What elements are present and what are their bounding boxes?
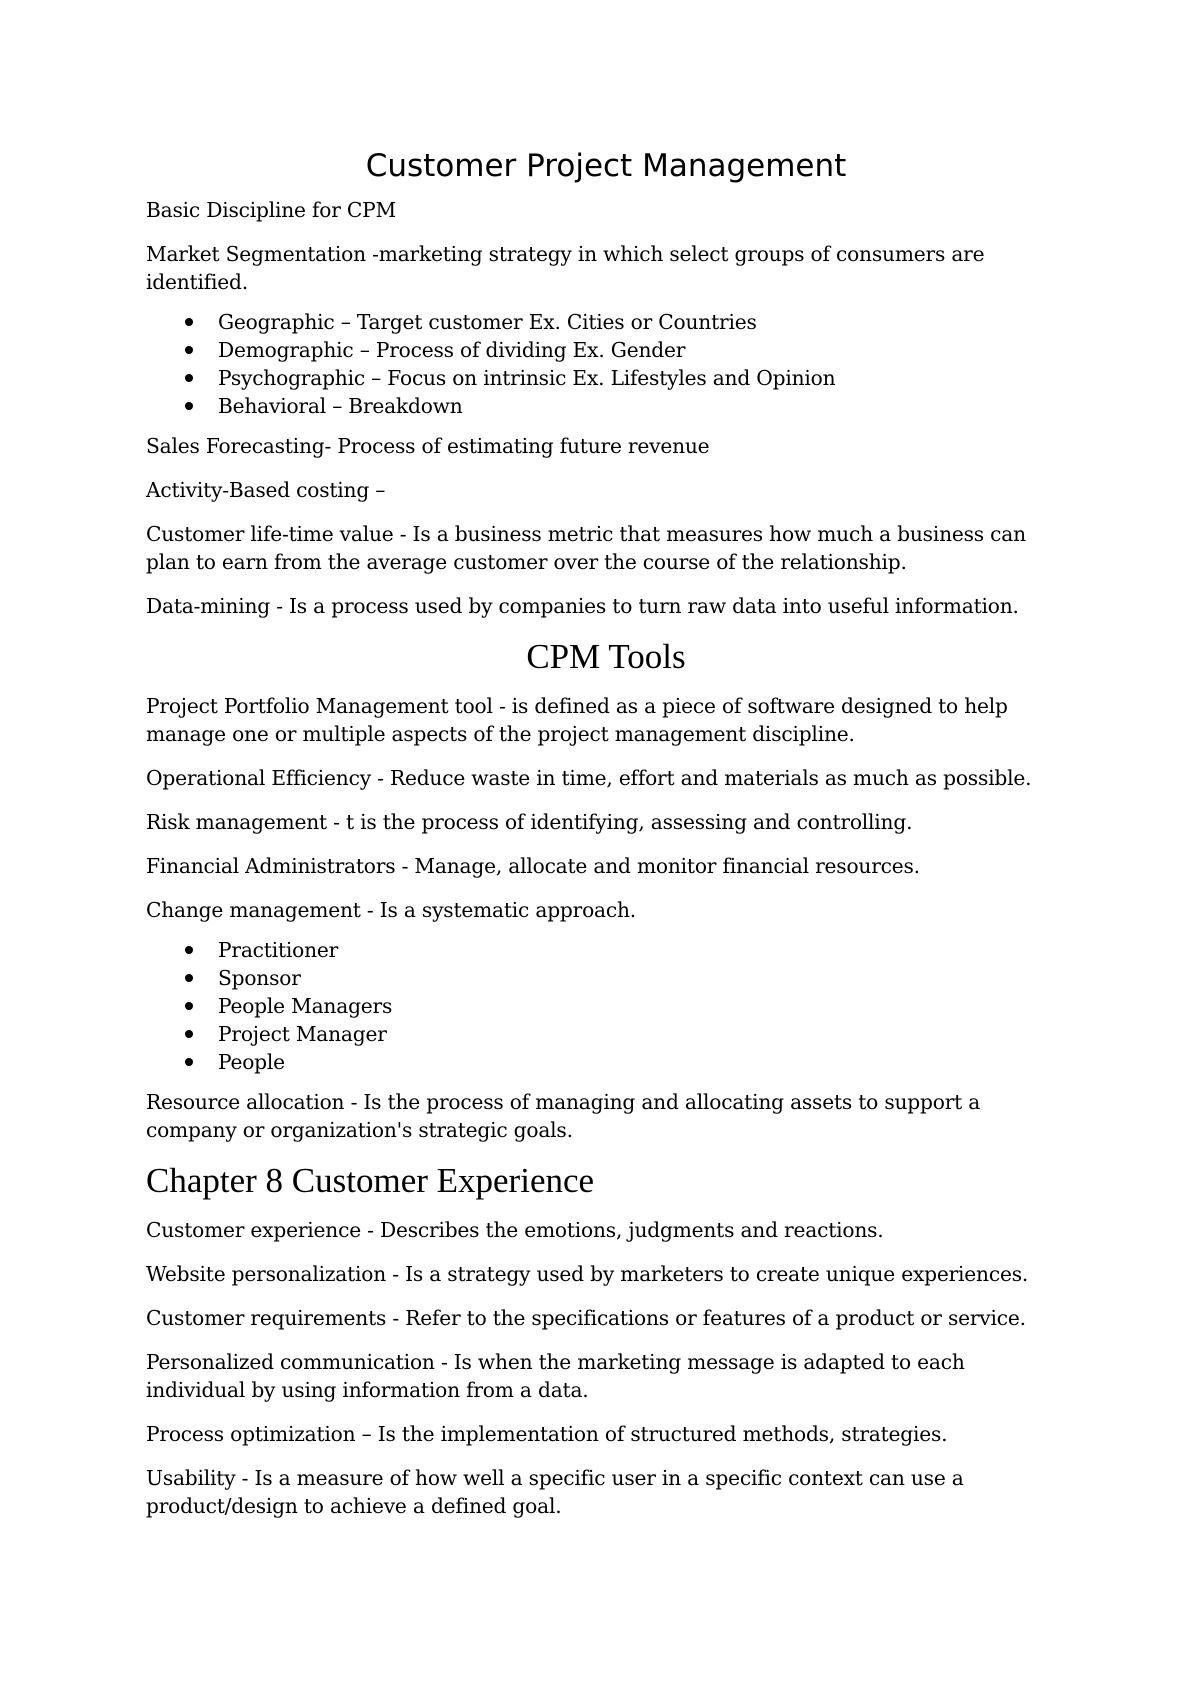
list-item [146,1048,1066,1076]
paragraph-financial-admin: Financial Administrators - Manage, allocate and monitor financial resources. [146,854,920,878]
section-heading-cpm-tools: CPM Tools [526,637,686,676]
paragraph-sales-forecasting: Sales Forecasting- Process of estimating future revenue [146,434,710,458]
paragraph-risk-management: Risk management - t is the process of identifying, assessing and controlling. [146,810,913,834]
paragraph-customer-experience: Customer experience - Describes the emotions, judgments and reactions. [146,1218,884,1242]
list-item-text: Project Manager [218,1022,387,1046]
bullet-icon [185,1002,193,1010]
bullet-icon [185,946,193,954]
list-item [146,392,1066,420]
list-item [146,308,1066,336]
paragraph-customer-lifetime-value: Customer life-time value - Is a business metric that measures how much a business can plan to earn from the average customer over the course of the relationship. [146,522,1026,574]
paragraph-process-optimization: Process optimization – Is the implementation of structured methods, strategies. [146,1422,948,1446]
list-item [146,992,1066,1020]
list-item [146,1020,1066,1048]
paragraph-change-management: Change management - Is a systematic approach. [146,898,637,922]
bullet-icon [185,1058,193,1066]
paragraph-customer-requirements: Customer requirements - Refer to the specifications or features of a product or service. [146,1306,1026,1330]
list-item-text: People [218,1050,285,1074]
list-item [146,336,1066,364]
paragraph-activity-costing: Activity-Based costing – [146,478,386,502]
list-item-text: People Managers [218,994,393,1018]
list-item-text: Sponsor [218,966,301,990]
paragraph-data-mining: Data-mining - Is a process used by companies to turn raw data into useful information. [146,594,1019,618]
list-item-text: Behavioral – Breakdown [218,394,463,418]
paragraph-resource-allocation: Resource allocation - Is the process of managing and allocating assets to support a company or organization's strategic goals. [146,1090,981,1142]
paragraph-personalized-communication: Personalized communication - Is when the marketing message is adapted to each individual by using information from a data. [146,1350,965,1402]
paragraph-basic-discipline: Basic Discipline for CPM [146,198,396,222]
paragraph-website-personalization: Website personalization - Is a strategy used by marketers to create unique experiences. [146,1262,1029,1286]
list-item-text: Demographic – Process of dividing Ex. Gender [218,338,686,362]
segmentation-list [146,308,1066,420]
section-heading-chapter-8: Chapter 8 Customer Experience [146,1161,595,1200]
document-body [146,146,1066,1536]
change-roles-list [146,936,1066,1076]
bullet-icon [185,402,193,410]
paragraph-ppm-tool: Project Portfolio Management tool - is defined as a piece of software designed to help manage one or multiple aspects of the project management discipline. [146,694,1008,746]
list-item-text: Psychographic – Focus on intrinsic Ex. Lifestyles and Opinion [218,366,836,390]
bullet-icon [185,346,193,354]
bullet-icon [185,318,193,326]
bullet-icon [185,974,193,982]
list-item [146,936,1066,964]
paragraph-operational-efficiency: Operational Efficiency - Reduce waste in time, effort and materials as much as possible. [146,766,1032,790]
bullet-icon [185,1030,193,1038]
bullet-icon [185,374,193,382]
list-item [146,364,1066,392]
list-item [146,964,1066,992]
document-title: Customer Project Management [365,148,847,184]
list-item-text: Practitioner [218,938,339,962]
paragraph-market-segmentation: Market Segmentation -marketing strategy in which select groups of consumers are identified. [146,242,985,294]
paragraph-usability: Usability - Is a measure of how well a specific user in a specific context can use a product/design to achieve a defined goal. [146,1466,964,1518]
list-item-text: Geographic – Target customer Ex. Cities or Countries [218,310,757,334]
